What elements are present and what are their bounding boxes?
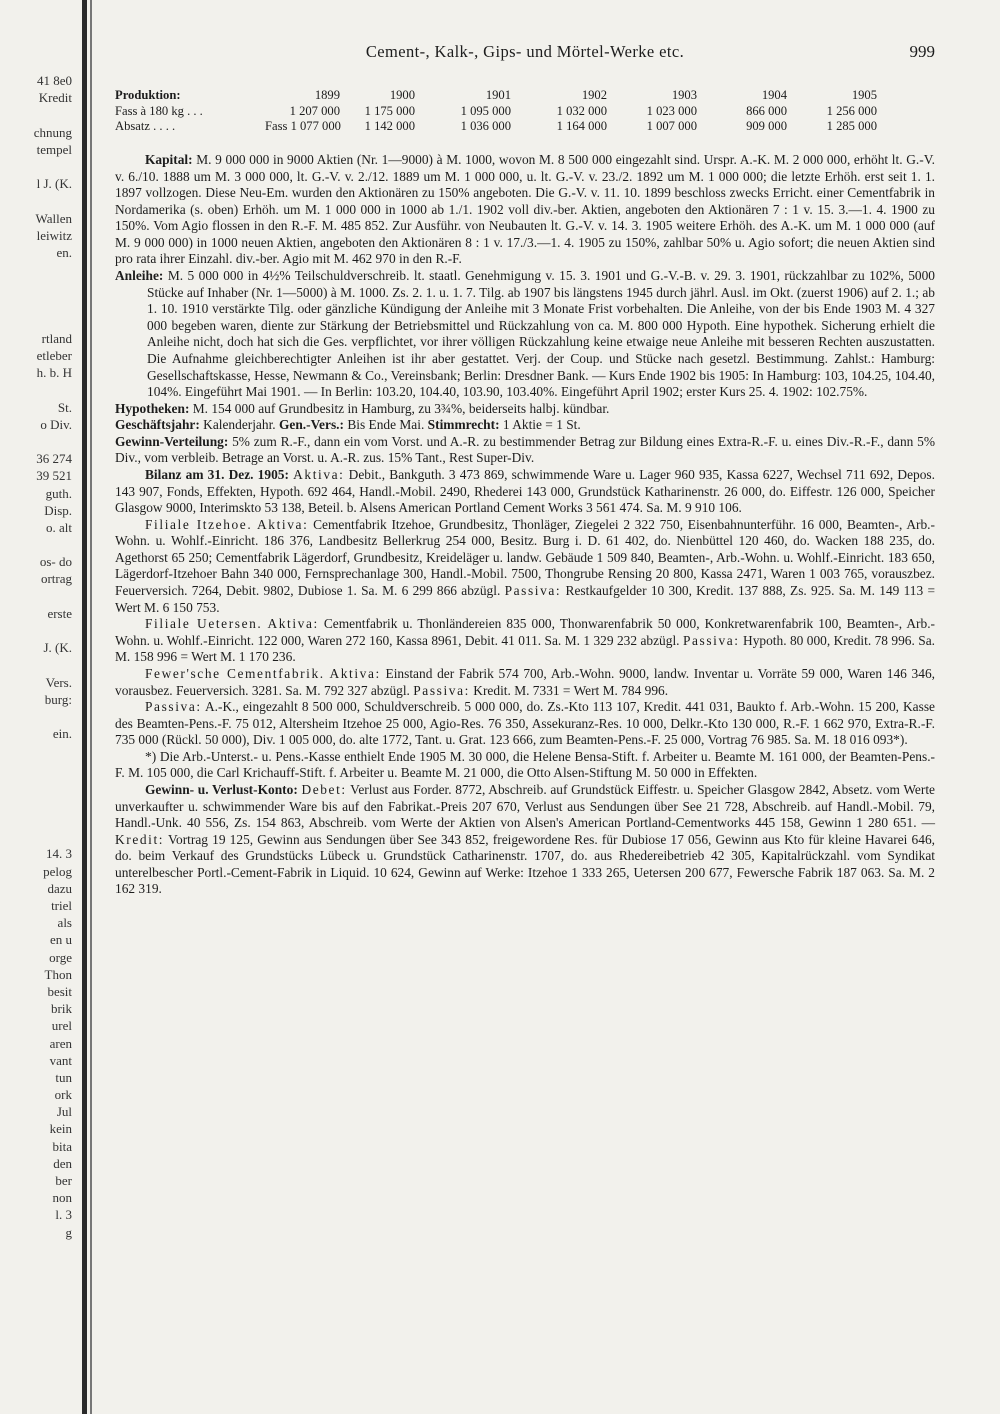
row-label: Absatz . . . . (115, 119, 176, 133)
margin-fragment (0, 536, 72, 553)
margin-fragment: g (65, 1224, 72, 1240)
paragraph-guv: Gewinn- u. Verlust-Konto: Debet: Verlust aus Forder. 8772, Abschreib. auf Grundstück Eiffestr. u. Speicher Glasgow 2842, Absetz. vom Werte unverkaufter u. schwimmender Ware bis auf den Fabrikat.-Preis 207 670, Verlust aus Sendungen über See 21 728, Abschreib. auf Handl.-Mobil. 79, Handl.-Unk. 40 556, Zs. 154 863, Abschreib. vom Werte der Aktien von Alsen's American Portland-Cementworks 445 158, Gewinn 1 280 651. — Kredit: Vortrag 19 125, Gewinn aus Sendungen über See 343 852, freigewordene Res. für Dubiose 17 056, Gewinn aus Kto für kleine Havarei 646, do. beim Verkauf des Grundstücks Lübeck u. Grundstück Catharinenstr. 1707, do. aus Rhedereibetrieb 42 305, Kapitalrückzahl. vom Syndikat unterelbescher Portl.-Cement-Fabrik in Liquid. 10 624, Gewinn auf Werke: Itzehoe 1 333 265, Uetersen 200 677, Fewersche Fabrik 187 063. Sa. M. 2 162 319. (115, 781, 935, 897)
margin-fragment (0, 261, 72, 278)
margin-fragment: tun (55, 1069, 72, 1085)
margin-fragment: Kredit (38, 90, 72, 106)
margin-fragment (0, 381, 72, 398)
heading-passiva: Passiva: (145, 699, 202, 715)
year-1905: 1905 (851, 88, 877, 102)
heading-anleihe: Anleihe: (115, 268, 164, 284)
paragraph-fewer: Fewer'sche Cementfabrik. Aktiva: Einstand der Fabrik 574 700, Arb.-Wohn. 9000, landw. Inventar u. Vorräte 59 000, Waren 146 346, vorausbez. Feuerversich. 3281. Sa. M. 792 327 abzügl. Passiva: Kredit. M. 7331 = Wert M. 784 996. (115, 665, 935, 698)
year-1902: 1902 (581, 88, 607, 102)
running-title: Cement-, Kalk-, Gips- und Mörtel-Werke etc. (365, 42, 685, 61)
margin-fragment (0, 794, 72, 811)
margin-fragment (0, 313, 72, 330)
margin-fragment: ein. (52, 726, 72, 742)
margin-fragment (0, 828, 72, 845)
margin-fragment (0, 760, 72, 777)
margin-fragment: os- do (39, 554, 72, 570)
heading-itzehoe: Filiale Itzehoe. (145, 516, 253, 532)
margin-fragment: tempel (36, 141, 72, 157)
row-label: Fass à 180 kg . . . (115, 103, 203, 118)
heading-fewer: Fewer'sche Cementfabrik. (145, 665, 325, 681)
margin-fragment: 36 274 (36, 451, 72, 467)
paragraph-kapital: Kapital: M. 9 000 000 in 9000 Aktien (Nr. 1—9000) à M. 1000, wovon M. 8 500 000 eingezahlt sind. Urspr. A.-K. M. 2 000 000, erhöht lt. G.-V. v. 6./10. 1888 um M. 3 000 000, lt. G.-V. v. 2./12. 1889 um M. 1 000 000, u. lt. G.-V. v. 23./2. 1892 um M. 1 000 000; die letzte Erhöh. erst seit 1. 1. 1897 vollzogen. Diese Neu-Em. wurden den Aktionären zu 150% angeboten. Die G.-V. v. 11. 10. 1899 beschloss zwecks Erricht. einer Cementfabrik in Nordamerika (s. oben) Erhöh. um M. 1 000 000 in 1000 ab 1./1. 1902 voll div.-ber. Aktien, angeboten den Aktionären 7 : 1 v. 15. 3.—1. 4. 1900 zu 150%. Vom Agio flossen in den R.-F. M. 485 852. Zur Ausführ. von Neubauten lt. G.-V. v. 14. 3. 1905 weitere Erhöh. des A.-K. um M. 1 000 000 (auf M. 9 000 000) in 1000 neuen Aktien, angeboten den Aktionären 8 : 1 v. 17./3.—1. 4. 1905 zu 150%, zahlbar 50% u. Agio sofort; die neuen Aktien sind pro rata ihrer Einzahl. div.-ber. Agio mit M. 462 970 in den R.-F. (115, 152, 935, 267)
margin-fragment: vant (49, 1052, 72, 1068)
margin-fragment: Thon (44, 966, 72, 982)
binding-edge-shadow (90, 0, 92, 1414)
main-text (115, 152, 935, 898)
heading-geschaeftsjahr: Geschäftsjahr: (115, 417, 200, 433)
cell: 1 023 000 (646, 103, 697, 118)
production-row-fass (115, 104, 935, 120)
heading-kapital: Kapital: (145, 152, 193, 167)
production-row-absatz (115, 119, 935, 135)
heading-guv: Gewinn- u. Verlust-Konto: (145, 781, 298, 797)
cell: 1 095 000 (460, 103, 511, 118)
margin-fragment: leiwitz (36, 227, 72, 243)
margin-fragment: ork (54, 1087, 72, 1103)
margin-fragment (0, 708, 72, 725)
margin-fragment: bita (52, 1138, 72, 1154)
cell: 1 175 000 (364, 103, 415, 118)
year-1903: 1903 (671, 88, 697, 102)
binding-edge (82, 0, 87, 1414)
margin-fragment: en. (56, 244, 72, 260)
year-1899: 1899 (314, 88, 340, 102)
margin-fragment (0, 158, 72, 175)
paragraph-anleihe: Anleihe: M. 5 000 000 in 4½% Teilschuldverschreib. lt. staatl. Genehmigung v. 15. 3. 1901 und G.-V.-B. v. 29. 3. 1901, rückzahlbar zu 102%, 5000 Stücke auf Inhaber (Nr. 1—5000) à M. 1000. Zs. 2. 1. u. 1. 7. Tilg. ab 1907 bis längstens 1945 durch jährl. Ausl. im Okt. (zuerst 1906) auf 2. 1.; ab 1. 10. 1910 verstärkte Tilg. oder gänzliche Kündigung der Anleihe mit 3 Monate Frist vorbehalten. Die Anleihe, von der bis Ende 1903 M. 4 327 000 begeben waren, diente zur Stärkung der Betriebsmittel und Rückzahlung von ca. M. 800 000 Hypoth. Eine hypothek. Sicherung erhielt die Anleihe nicht, doch hat sich die Ges. verpflichtet, vor ihrer völligen Rückzahlung keine etwaige neue Anleihe mit besseren Rechten auszustatten. Die Aufnahme gleichberechtigter Anleihen ist ihr aber gestattet. Verj. der Coup. und Stücke nach gesetzl. Bestimmung. Zahlst.: Hamburg: Gesellschaftskasse, Hesse, Newmann & Co., Vereinsbank; Berlin: Dresdner Bank. — Kurs Ende 1902 bis 1905: In Hamburg: 103, 104.25, 104.40, 104%. Eingeführt Mai 1901. — In Berlin: 103.20, 104.40, 103.90, 103.40%. Eingeführt April 1902; erster Kurs 25. 4. 1902: 102.75%. (115, 268, 935, 400)
margin-fragment (0, 278, 72, 295)
production-table (115, 88, 935, 135)
margin-fragment: l J. (K. (36, 176, 72, 192)
margin-fragment: erste (47, 605, 72, 621)
margin-fragment (0, 656, 72, 673)
margin-fragment: etleber (36, 348, 72, 363)
margin-fragment: h. b. H (36, 365, 72, 381)
margin-fragment (0, 588, 72, 605)
cell: 1 032 000 (556, 103, 607, 118)
margin-fragment (0, 777, 72, 794)
paragraph-gewinnverteilung: Gewinn-Verteilung: 5% zum R.-F., dann ein vom Vorst. und A.-R. zu bestimmender Betrag zur Bildung eines Extra-R.-F. u. eines Div.-R.-F., dann 5% Div., vom verbleib. Betrage an Vorst. u. A.-R. zus. 15% Tant., Rest Super-Div. (115, 433, 935, 466)
margin-fragment (0, 433, 72, 450)
paragraph-geschaeftsjahr: Geschäftsjahr: Kalenderjahr. Gen.-Vers.: Bis Ende Mai. Stimmrecht: 1 Aktie = 1 St. (115, 417, 581, 433)
margin-fragment: besit (47, 983, 72, 999)
margin-fragment: l. 3 (55, 1207, 72, 1223)
cell: 1 036 000 (460, 119, 511, 133)
margin-fragment: non (52, 1190, 72, 1206)
heading-bilanz: Bilanz am 31. Dez. 1905: (145, 466, 289, 482)
margin-fragment: aren (49, 1035, 72, 1051)
margin-fragment: St. (57, 399, 72, 415)
cell: 1 164 000 (556, 119, 607, 133)
heading-stimmrecht: Stimmrecht: (427, 417, 500, 433)
cell: 909 000 (746, 119, 787, 133)
margin-fragment: ber (55, 1173, 72, 1188)
paragraph-hypotheken: Hypotheken: M. 154 000 auf Grundbesitz in Hamburg, zu 3¾%, beiderseits halbj. kündbar. (115, 400, 610, 416)
page-number: 999 (909, 42, 935, 61)
margin-fragment: 39 521 (36, 468, 72, 484)
margin-fragment: dazu (47, 880, 72, 896)
margin-fragment: pelog (43, 863, 72, 879)
unit-label: Fass (265, 119, 288, 133)
page-header (115, 40, 935, 64)
paragraph-bilanz: Bilanz am 31. Dez. 1905: Aktiva: Debit., Bankguth. 3 473 869, schwimmende Ware u. Lager 960 935, Kassa 6227, Wechsel 711 692, Depos. 143 907, Fonds, Effekten, Hypoth. 692 464, Handl.-Mobil. 2490, Rhederei 143 000, Grundstück Katharinenstr. 26 000, do. Eiffestr. 126 000, Speicher Glasgow 9000, Interimskto 53 138, Beteil. b. Alsens American Portland Cement Works 3 561 474. Sa. M. 9 910 106. (115, 466, 935, 516)
footnote: *) Die Arb.-Unterst.- u. Pens.-Kasse enthielt Ende 1905 M. 30 000, die Helene Bensa-Stift. f. Arbeiter u. Beamte M. 161 000, der Beamten-Pens.-F. M. 105 000, die Carl Krichauff-Stift. f. Arbeiter u. Beamte M. 21 000, die Otto Alsen-Stiftung M. 50 000 in Effekten. (115, 748, 935, 781)
production-label: Produktion: (115, 88, 181, 102)
margin-fragment: urel (51, 1018, 72, 1034)
cell: 1 256 000 (826, 103, 877, 118)
heading-genvers: Gen.-Vers.: (279, 417, 344, 433)
margin-fragment: orge (49, 949, 72, 965)
margin-fragment: chnung (33, 124, 72, 140)
margin-fragment: o Div. (40, 416, 72, 432)
heading-gewinnverteilung: Gewinn-Verteilung: (115, 433, 229, 449)
year-1900: 1900 (389, 88, 415, 102)
margin-fragment: den (53, 1155, 72, 1171)
cell: 1 007 000 (646, 119, 697, 133)
margin-fragment: kein (49, 1121, 72, 1137)
margin-fragment: o. alt (46, 519, 72, 535)
previous-page-margin (0, 72, 72, 1241)
cell: 866 000 (746, 103, 787, 118)
cell: 1 207 000 (289, 103, 340, 118)
year-1901: 1901 (485, 88, 511, 102)
heading-uetersen: Filiale Uetersen. (145, 616, 263, 632)
margin-fragment (0, 106, 72, 123)
year-1904: 1904 (761, 88, 787, 102)
margin-fragment: Disp. (44, 502, 72, 518)
paragraph-uetersen: Filiale Uetersen. Aktiva: Cementfabrik u. Thonländereien 835 000, Thonwarenfabrik 50 000, Konkretwarenfabrik 100, Beamten-, Arb.-Wohn. u. Wohlf.-Einricht. 122 000, Waren 272 160, Kassa 8961, Debit. 41 011. Sa. M. 1 329 232 abzügl. Passiva: Hypoth. 80 000, Kredit. 78 996. Sa. M. 158 996 = Wert M. 1 170 236. (115, 616, 935, 665)
margin-fragment: Wallen (35, 210, 72, 226)
cell: 1 285 000 (826, 119, 877, 133)
margin-fragment: burg: (44, 691, 72, 707)
cell: 1 077 000 (290, 119, 341, 133)
margin-fragment: guth. (45, 485, 72, 501)
margin-fragment: Jul (56, 1104, 72, 1120)
margin-fragment: en u (49, 932, 72, 948)
margin-fragment (0, 742, 72, 759)
margin-fragment (0, 622, 72, 639)
margin-fragment: als (57, 915, 72, 931)
margin-fragment: brik (51, 1001, 72, 1017)
margin-fragment: triel (51, 898, 72, 913)
cell: 1 142 000 (364, 119, 415, 133)
margin-fragment: 14. 3 (46, 846, 72, 862)
margin-fragment (0, 811, 72, 828)
margin-fragment: rtland (41, 330, 72, 346)
margin-fragment: ortrag (40, 571, 72, 587)
paragraph-itzehoe: Filiale Itzehoe. Aktiva: Cementfabrik Itzehoe, Grundbesitz, Thonläger, Ziegelei 2 322 750, Eisenbahnunterführ. 16 000, Beamten-, Arb.-Wohn. u. Wohlf.-Einricht. 186 376, Landbesitz Bellerkrug 254 000, Besitz. Burg i. D. 61 402, do. Nienbüttel 120 460, do. Wacken 188 235, do. Agethorst 65 250; Cementfabrik Lägerdorf, Grundbesitz, Kreideläger u. landw. Gebäude 1 509 840, Beamten-, Arb.-Wohn. u. Wohlf.-Einricht. 183 650, Lägerdorf-Itzehoer Bahn 340 000, Fernsprechanlage 300, Handl.-Mobil. 7500, Thongrube Rensing 20 800, Kassa 2471, Waren 1 003 765, vorauszbez. Feuerversich. 7264, Debit. 9802, Dubiose 1. Sa. M. 6 299 866 abzügl. Passiva: Restkaufgelder 10 300, Kredit. 137 888, Zs. 925. Sa. M. 149 113 = Wert M. 6 150 753. (115, 516, 935, 615)
margin-fragment: 41 8e0 (36, 73, 72, 88)
margin-fragment (0, 192, 72, 209)
margin-fragment: J. (K. (43, 640, 72, 656)
paragraph-passiva: Passiva: A.-K., eingezahlt 8 500 000, Schuldverschreib. 5 000 000, do. Zs.-Kto 113 107, Kredit. 441 031, Baukto f. Arb.-Wohn. 15 200, Kasse des Beamten-Pens.-F. 75 012, Altersheim Itzehoe 25 000, Agio-Res. 76 350, Assekuranz-Res. 10 000, Delkr.-Kto 130 000, R.-F. 1 662 970, Extra-R.-F. 735 000 (Rückl. 50 000), Div. 1 005 000, do. alte 1772, Tant. u. Grat. 123 666, zum Beamten-Pens.-F. 25 000, Vortrag 76 985. Sa. M. 18 016 093*). (115, 699, 935, 748)
production-header-row (115, 88, 935, 104)
margin-fragment (0, 295, 72, 312)
heading-hypotheken: Hypotheken: (115, 400, 190, 416)
margin-fragment: Vers. (45, 674, 72, 690)
